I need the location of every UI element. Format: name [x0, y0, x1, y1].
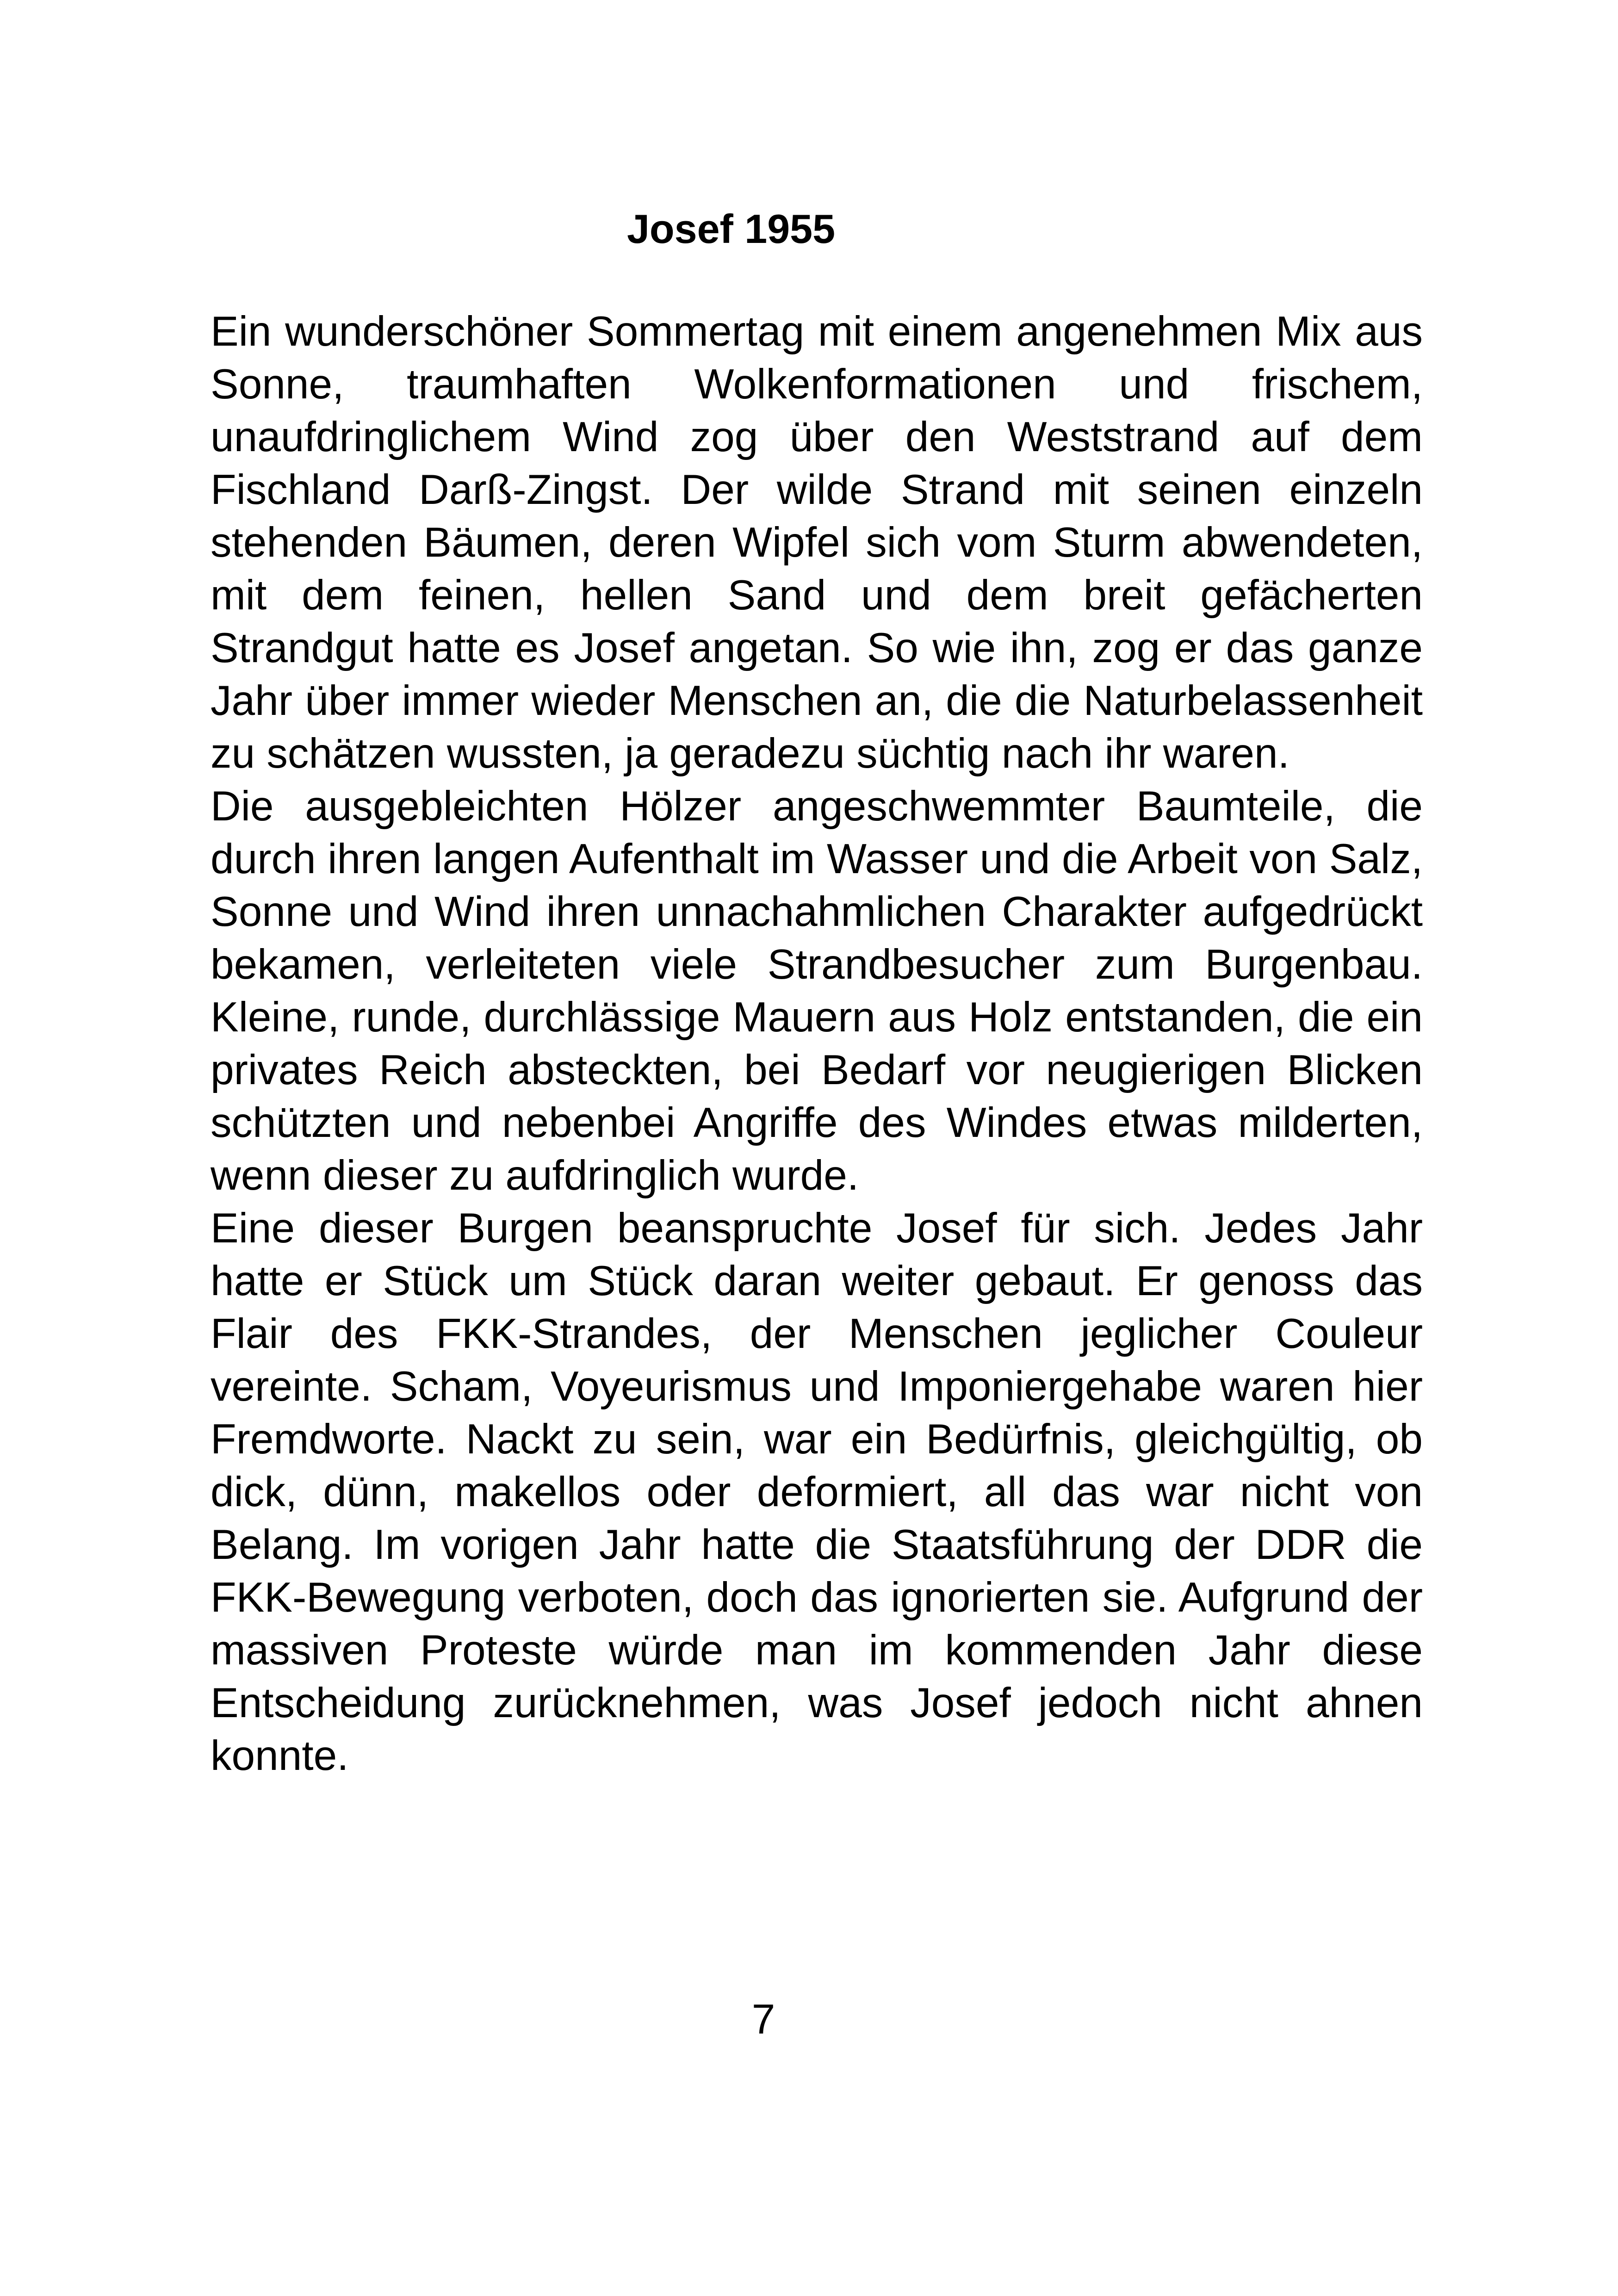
- paragraph-2: Die ausgebleichten Hölzer angeschwemmter Baumteile, die durch ihren langen Aufenthalt im Wasser und die Arbeit von Salz, Sonne und Wind ihren unnachahmlichen Charakter aufgedrückt bekamen, verleiteten viele Strandbesucher zum Burgenbau. Kleine, runde, durchlässige Mauern aus Holz entstanden, die ein privates Reich absteckten, bei Bedarf vor neugierigen Blicken schützten und nebenbei Angriffe des Windes etwas milderten, wenn dieser zu aufdringlich wurde.: [211, 783, 1423, 1199]
- paragraph-1: Ein wunderschöner Sommertag mit einem angenehmen Mix aus Sonne, traumhaften Wolkenformationen und frischem, unaufdringlichem Wind zog über den Weststrand auf dem Fischland Darß-Zingst. Der wilde Strand mit seinen einzeln stehenden Bäumen, deren Wipfel sich vom Sturm abwendeten, mit dem feinen, hellen Sand und dem breit gefächerten Strandgut hatte es Josef angetan. So wie ihn, zog er das ganze Jahr über immer wieder Menschen an, die die Naturbelassenheit zu schätzen wussten, ja geradezu süchtig nach ihr waren.: [211, 308, 1423, 777]
- page-number: 7: [751, 1996, 775, 2043]
- chapter-body: [211, 305, 1423, 1782]
- chapter-title: Josef 1955: [626, 206, 836, 252]
- paragraph-3: Eine dieser Burgen beanspruchte Josef für sich. Jedes Jahr hatte er Stück um Stück daran weiter gebaut. Er genoss das Flair des FKK-Strandes, der Menschen jeglicher Couleur vereinte. Scham, Voyeurismus und Imponiergehabe waren hier Fremdworte. Nackt zu sein, war ein Bedürfnis, gleichgültig, ob dick, dünn, makellos oder deformiert, all das war nicht von Belang. Im vorigen Jahr hatte die Staatsführung der DDR die FKK-Bewegung verboten, doch das ignorierten sie. Aufgrund der massiven Proteste würde man im kommenden Jahr diese Entscheidung zurücknehmen, was Josef jedoch nicht ahnen konnte.: [211, 1205, 1423, 1779]
